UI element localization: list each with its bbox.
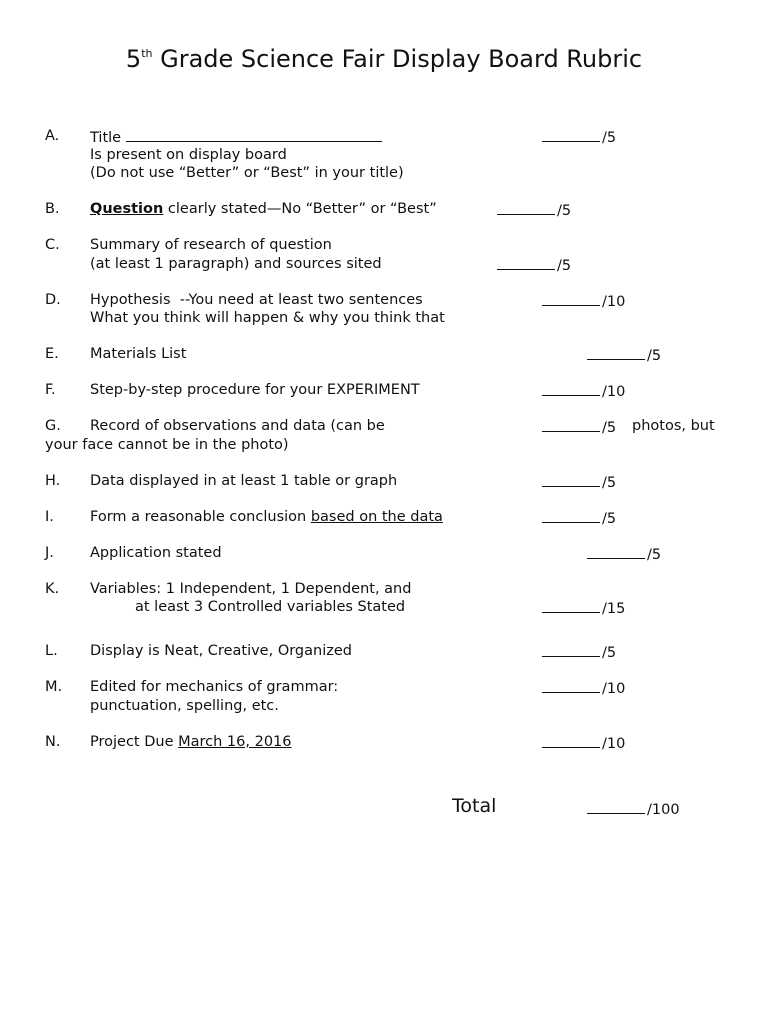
score-blank[interactable] <box>542 472 600 487</box>
item-g-score <box>542 417 616 437</box>
score-max: /5 <box>602 420 617 436</box>
item-e-score <box>587 345 661 365</box>
item-c-line2: (at least 1 paragraph) and sources sited <box>90 256 382 272</box>
score-blank[interactable] <box>542 127 600 142</box>
item-letter-g: G. <box>45 418 61 434</box>
item-d-score <box>542 291 625 311</box>
page-title <box>0 45 768 73</box>
item-n-line1 <box>90 733 292 751</box>
item-m-line1: Edited for mechanics of grammar: <box>90 679 339 695</box>
score-blank[interactable] <box>497 255 555 270</box>
total-label: Total <box>452 795 497 817</box>
item-b-score <box>497 200 571 220</box>
item-n-due-date: March 16, 2016 <box>178 734 292 750</box>
item-letter-j: J. <box>45 545 54 561</box>
item-l-line1: Display is Neat, Creative, Organized <box>90 643 352 659</box>
item-g-line2: your face cannot be in the photo) <box>45 437 289 453</box>
score-blank[interactable] <box>542 291 600 306</box>
item-letter-k: K. <box>45 581 60 597</box>
title-text: Grade Science Fair Display Board Rubric <box>152 45 643 73</box>
item-e-line1: Materials List <box>90 346 187 362</box>
item-a-line2: Is present on display board <box>90 147 287 163</box>
item-k-score <box>542 598 625 618</box>
item-h-score <box>542 472 616 492</box>
item-b-line1 <box>90 200 437 218</box>
item-b-bold: Question <box>90 201 164 217</box>
item-n-pre: Project Due <box>90 734 179 750</box>
score-max: /10 <box>602 681 626 697</box>
item-letter-i: I. <box>45 509 54 525</box>
item-letter-a: A. <box>45 128 60 144</box>
item-f-score <box>542 381 625 401</box>
item-b-rest: clearly stated—No “Better” or “Best” <box>163 201 437 217</box>
item-n-score <box>542 733 625 753</box>
item-a-line3: (Do not use “Better” or “Best” in your title) <box>90 165 404 181</box>
item-d-line1: Hypothesis --You need at least two sentences <box>90 292 423 308</box>
score-max: /5 <box>602 511 617 527</box>
item-l-score <box>542 642 616 662</box>
score-blank[interactable] <box>587 345 645 360</box>
item-k-line2: at least 3 Controlled variables Stated <box>135 599 406 615</box>
item-k-line1: Variables: 1 Independent, 1 Dependent, and <box>90 581 412 597</box>
item-letter-h: H. <box>45 473 61 489</box>
item-a-score <box>542 127 616 147</box>
item-h-line1: Data displayed in at least 1 table or graph <box>90 473 398 489</box>
item-letter-d: D. <box>45 292 61 308</box>
item-i-score <box>542 508 616 528</box>
title-blank-line[interactable] <box>126 127 382 142</box>
score-blank[interactable] <box>542 508 600 523</box>
score-max: /5 <box>602 475 617 491</box>
score-blank[interactable] <box>542 642 600 657</box>
item-i-line1 <box>90 508 443 526</box>
score-blank[interactable] <box>542 598 600 613</box>
item-letter-c: C. <box>45 237 60 253</box>
item-j-line1: Application stated <box>90 545 222 561</box>
score-max: /10 <box>602 294 626 310</box>
item-letter-b: B. <box>45 201 60 217</box>
item-d-line2: What you think will happen & why you think that <box>90 310 445 326</box>
score-blank[interactable] <box>542 381 600 396</box>
item-letter-f: F. <box>45 382 56 398</box>
score-max: /5 <box>647 348 662 364</box>
total-score <box>587 799 680 819</box>
score-max: /5 <box>602 130 617 146</box>
score-max: /5 <box>557 258 572 274</box>
score-blank[interactable] <box>542 678 600 693</box>
score-blank[interactable] <box>542 417 600 432</box>
score-max: /5 <box>557 203 572 219</box>
score-blank[interactable] <box>497 200 555 215</box>
item-letter-l: L. <box>45 643 58 659</box>
item-m-score <box>542 678 625 698</box>
item-g-after: photos, but <box>632 418 715 434</box>
item-m-line2: punctuation, spelling, etc. <box>90 698 279 714</box>
score-max: /15 <box>602 601 626 617</box>
item-i-underlined: based on the data <box>310 509 443 525</box>
item-j-score <box>587 544 661 564</box>
item-c-score <box>497 255 571 275</box>
score-max: /5 <box>602 645 617 661</box>
score-blank[interactable] <box>587 544 645 559</box>
title-number: 5 <box>125 45 142 73</box>
item-a-line1 <box>90 127 382 147</box>
item-letter-m: M. <box>45 679 63 695</box>
item-c-line1: Summary of research of question <box>90 237 332 253</box>
score-max: /10 <box>602 736 626 752</box>
score-blank[interactable] <box>542 733 600 748</box>
score-max: /5 <box>647 547 662 563</box>
item-a-title-label: Title <box>90 130 122 146</box>
title-superscript: th <box>141 47 153 60</box>
item-letter-n: N. <box>45 734 61 750</box>
item-f-line1: Step-by-step procedure for your EXPERIMENT <box>90 382 420 398</box>
item-g-line1: Record of observations and data (can be <box>90 418 385 434</box>
item-i-pre: Form a reasonable conclusion <box>90 509 311 525</box>
score-max: /10 <box>602 384 626 400</box>
item-letter-e: E. <box>45 346 59 362</box>
total-blank[interactable] <box>587 799 645 814</box>
total-max: /100 <box>647 802 680 818</box>
